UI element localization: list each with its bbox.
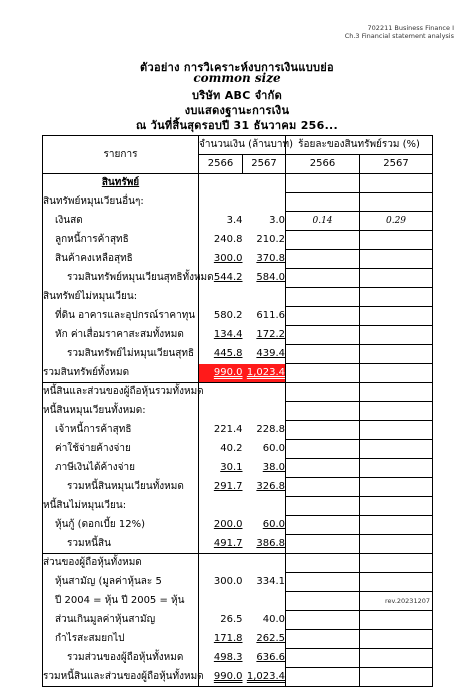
row-label: หุ้นกู้ (ดอกเบี้ย 12%) [43, 516, 199, 535]
value-2566: 3.4 [226, 215, 243, 226]
table-row [43, 573, 433, 592]
table-row [43, 250, 433, 269]
item-header: รายการ [43, 136, 199, 174]
value-2567: 1,023.4 [246, 670, 286, 682]
value-2566: 221.4 [213, 424, 243, 435]
table-row [43, 212, 433, 231]
row-label: รวมหนี้สินหมุนเวียนทั้งหมด [43, 478, 199, 497]
row-label: หุ้นสามัญ (มูลค่าหุ้นละ 5 [43, 573, 199, 592]
row-label: สินทรัพย์ไม่หมุนเวียน: [43, 288, 199, 307]
value-2566: 498.3 [213, 652, 243, 663]
value-2566: 30.1 [220, 462, 243, 473]
chapter-title: Ch.3 Financial statement analysis [344, 32, 454, 40]
row-label: หนี้สินไม่หมุนเวียน: [43, 497, 199, 516]
value-2567: 386.8 [256, 537, 286, 549]
company-name: บริษัท ABC จำกัด [191, 89, 283, 102]
value-2566: 491.7 [213, 537, 243, 549]
row-label: ส่วนเกินมูลค่าหุ้นสามัญ [43, 611, 199, 630]
statement-title: งบแสดงฐานะการเงิน [184, 104, 290, 117]
value-2567: 38.0 [262, 462, 286, 473]
table-row [43, 592, 433, 611]
table-row [43, 649, 433, 668]
value-2567: 40.0 [243, 611, 286, 630]
row-label: ส่วนของผู้ถือหุ้นทั้งหมด [43, 554, 199, 573]
table-row [43, 440, 433, 459]
table-row-total-liabilities-equity [43, 668, 433, 687]
value-2566: 544.2 [213, 272, 243, 283]
value-2567: 60.0 [243, 440, 286, 459]
percent-header: ร้อยละของสินทรัพย์รวม (%) [286, 136, 433, 155]
row-label: รวมสินทรัพย์ไม่หมุนเวียนสุทธิ [43, 345, 199, 364]
handwritten-note: common size [193, 71, 281, 85]
value-2567: 228.8 [243, 421, 286, 440]
value-2566: 300.0 [213, 253, 243, 264]
value-2566: 300.0 [213, 576, 243, 587]
year-header: 2567 [360, 155, 433, 174]
table-row [43, 269, 433, 288]
value-2566: 580.2 [213, 310, 243, 321]
table-row [43, 535, 433, 554]
year-header: 2566 [199, 155, 243, 174]
table-row [43, 174, 433, 193]
table-row [43, 459, 433, 478]
row-label: เจ้าหนี้การค้าสุทธิ [43, 421, 199, 440]
row-label: รวมส่วนของผู้ถือหุ้นทั้งหมด [43, 649, 199, 668]
value-2567: 370.8 [256, 253, 286, 264]
row-label: ปี 2004 = หุ้น ปี 2005 = หุ้น [43, 592, 199, 611]
revision-label: rev.20231207 [384, 597, 430, 605]
value-2567: 611.6 [243, 307, 286, 326]
value-2567: 326.8 [256, 481, 286, 492]
year-header: 2566 [286, 155, 360, 174]
table-row [43, 307, 433, 326]
example-title: ตัวอย่าง การวิเคราะห์งบการเงินแบบย่อ [140, 61, 334, 74]
value-2566: 26.5 [220, 614, 243, 625]
value-2566: 200.0 [213, 519, 243, 530]
row-label: ภาษีเงินได้ค้างจ่าย [43, 459, 199, 478]
amount-header: จำนวนเงิน (ล้านบาท) [199, 136, 286, 155]
table-row-total-assets [43, 364, 433, 383]
value-2567: 262.5 [256, 633, 286, 644]
value-2567: 636.6 [256, 652, 286, 663]
value-2567: 3.0 [243, 212, 286, 231]
row-label: สินค้าคงเหลือสุทธิ [43, 250, 199, 269]
course-title: 702211 Business Finance I [367, 24, 454, 32]
row-label: สินทรัพย์หมุนเวียนอื่นๆ: [43, 193, 199, 212]
table-row [43, 497, 433, 516]
percent-2566: 0.14 [286, 212, 360, 231]
table-row [43, 478, 433, 497]
table-row [43, 231, 433, 250]
table-header-row [43, 136, 433, 155]
table-row [43, 288, 433, 307]
value-2567: 210.2 [243, 231, 286, 250]
row-label: รวมหนี้สิน [43, 535, 199, 554]
assets-heading: สินทรัพย์ [101, 177, 140, 189]
value-2566: 134.4 [213, 329, 243, 340]
balance-sheet-table [42, 135, 433, 687]
table-row [43, 383, 433, 402]
row-label: หัก ค่าเสื่อมราคาสะสมทั้งหมด [43, 326, 199, 345]
table-row [43, 326, 433, 345]
value-2566: 445.8 [213, 348, 243, 359]
row-label: รวมสินทรัพย์ทั้งหมด [43, 364, 199, 383]
row-label: เงินสด [43, 212, 199, 231]
value-2567: 584.0 [256, 272, 286, 283]
row-label: รวมสินทรัพย์หมุนเวียนสุทธิทั้งหมด [43, 269, 199, 288]
value-2567: 60.0 [262, 519, 286, 530]
value-2567: 439.4 [256, 348, 286, 359]
row-label: หนี้สินหมุนเวียนทั้งหมด: [43, 402, 199, 421]
row-label: รวมหนี้สินและส่วนของผู้ถือหุ้นทั้งหมด [43, 668, 199, 687]
table-row [43, 554, 433, 573]
table-row [43, 345, 433, 364]
value-2566: 990.0 [213, 366, 243, 378]
value-2567: 1,023.4 [246, 366, 286, 378]
value-2566: 240.8 [213, 234, 243, 245]
value-2566: 171.8 [213, 633, 243, 644]
row-label: ลูกหนี้การค้าสุทธิ [43, 231, 199, 250]
table-row [43, 630, 433, 649]
value-2566: 40.2 [220, 443, 243, 454]
row-label: กำไรสะสมยกไป [43, 630, 199, 649]
table-row [43, 402, 433, 421]
table-row [43, 516, 433, 535]
percent-2567: 0.29 [360, 212, 433, 231]
value-2566: 291.7 [213, 481, 243, 492]
row-label: ค่าใช้จ่ายค้างจ่าย [43, 440, 199, 459]
year-header: 2567 [243, 155, 286, 174]
value-2567: 334.1 [243, 573, 286, 592]
table-row [43, 611, 433, 630]
table-row [43, 193, 433, 212]
statement-date: ณ วันที่สิ้นสุดรอบปี 31 ธันวาคม 256... [135, 119, 339, 132]
value-2567: 172.2 [256, 329, 286, 340]
value-2566: 990.0 [213, 670, 243, 682]
table-row [43, 421, 433, 440]
document-header [345, 24, 454, 40]
row-label: หนี้สินและส่วนของผู้ถือหุ้นรวมทั้งหมด [43, 383, 199, 402]
row-label: ที่ดิน อาคารและอุปกรณ์ราคาทุน [43, 307, 199, 326]
